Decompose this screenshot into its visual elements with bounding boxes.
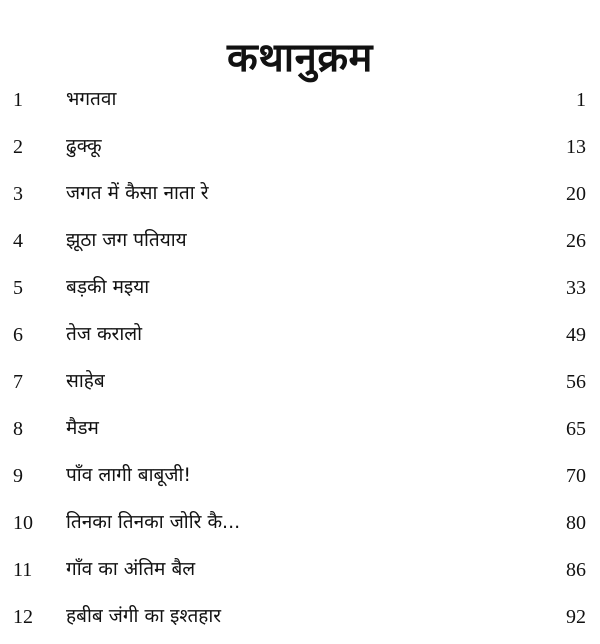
chapter-number: 4 [13,230,23,252]
chapter-title: गाँव का अंतिम बैल [66,558,196,580]
chapter-number: 7 [13,371,23,393]
chapter-title: तेज करालो [66,323,143,345]
page-number: 86 [566,559,586,581]
toc-entry [0,78,600,125]
chapter-number: 12 [13,606,33,628]
toc-entry [0,266,600,313]
chapter-title: बड़की मइया [66,276,150,298]
toc-entry [0,548,600,595]
toc-entry [0,595,600,642]
table-of-contents [0,78,600,642]
chapter-title: भगतवा [66,88,117,110]
page-number: 20 [566,183,586,205]
page-number: 13 [566,136,586,158]
page-number: 49 [566,324,586,346]
chapter-number: 11 [13,559,33,581]
page-number: 33 [566,277,586,299]
page-title: कथानुक्रम [227,34,373,81]
chapter-number: 3 [13,183,23,205]
toc-entry [0,501,600,548]
chapter-title: ढुक्कू [66,135,102,157]
chapter-title: तिनका तिनका जोरि कै... [66,511,241,533]
toc-entry [0,219,600,266]
chapter-title: पाँव लागी बाबूजी! [66,464,192,486]
toc-entry [0,407,600,454]
page-number: 80 [566,512,586,534]
toc-entry [0,125,600,172]
chapter-number: 5 [13,277,23,299]
page-number: 70 [566,465,586,487]
chapter-number: 9 [13,465,23,487]
chapter-number: 2 [13,136,23,158]
chapter-number: 10 [13,512,33,534]
page-number: 26 [566,230,586,252]
toc-entry [0,313,600,360]
chapter-number: 6 [13,324,23,346]
toc-entry [0,454,600,501]
toc-entry [0,172,600,219]
chapter-title: हबीब जंगी का इश्तहार [66,605,222,627]
toc-entry [0,360,600,407]
page-number: 65 [566,418,586,440]
page-number: 92 [566,606,586,628]
chapter-title: जगत में कैसा नाता रे [66,182,209,204]
chapter-title: झूठा जग पतियाय [66,229,187,251]
chapter-number: 8 [13,418,23,440]
page-number: 56 [566,371,586,393]
chapter-title: साहेब [66,370,105,392]
page-number: 1 [576,89,586,111]
chapter-title: मैडम [66,417,99,439]
chapter-number: 1 [13,89,23,111]
